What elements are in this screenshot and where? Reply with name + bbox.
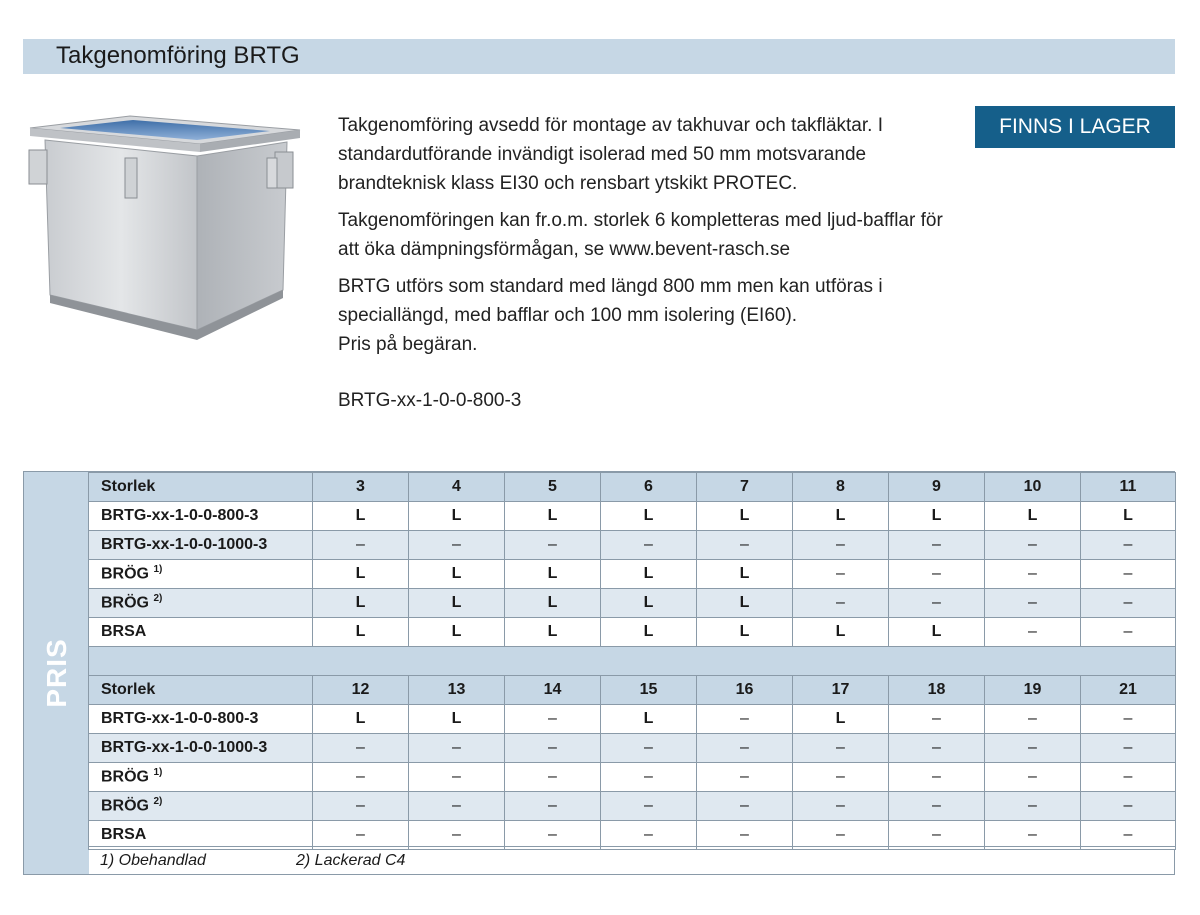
availability-cell: – bbox=[889, 560, 985, 589]
product-row-label bbox=[89, 502, 313, 531]
availability-cell: L bbox=[697, 502, 793, 531]
availability-cell: – bbox=[313, 763, 409, 792]
availability-cell: L bbox=[697, 560, 793, 589]
availability-cell: L bbox=[409, 705, 505, 734]
table-header-row bbox=[89, 473, 1176, 502]
availability-cell: – bbox=[889, 705, 985, 734]
product-row-label bbox=[89, 589, 313, 618]
product-row-label bbox=[89, 560, 313, 589]
size-header-label: Storlek bbox=[89, 473, 313, 502]
availability-cell: – bbox=[505, 821, 601, 850]
table-row bbox=[89, 734, 1176, 763]
availability-cell: – bbox=[601, 734, 697, 763]
product-row-label-text: BRÖG bbox=[101, 797, 149, 815]
availability-cell: – bbox=[1081, 763, 1176, 792]
size-header-cell: 9 bbox=[889, 473, 985, 502]
availability-cell: L bbox=[1081, 502, 1176, 531]
availability-cell: – bbox=[985, 560, 1081, 589]
availability-cell: – bbox=[1081, 734, 1176, 763]
availability-cell: – bbox=[1081, 618, 1176, 647]
product-row-label-text: BRTG-xx-1-0-0-1000-3 bbox=[101, 536, 268, 553]
product-row-label-text: BRÖG bbox=[101, 565, 149, 583]
availability-cell: L bbox=[601, 589, 697, 618]
size-header-cell: 13 bbox=[409, 676, 505, 705]
availability-cell: L bbox=[313, 705, 409, 734]
availability-cell: – bbox=[697, 734, 793, 763]
availability-cell: – bbox=[1081, 531, 1176, 560]
table-row bbox=[89, 792, 1176, 821]
availability-cell: – bbox=[793, 734, 889, 763]
availability-cell: – bbox=[409, 821, 505, 850]
product-row-label-text: BRÖG bbox=[101, 768, 149, 786]
size-header-cell: 14 bbox=[505, 676, 601, 705]
product-row-label-text: BRTG-xx-1-0-0-800-3 bbox=[101, 710, 259, 727]
availability-cell: – bbox=[601, 821, 697, 850]
availability-cell: – bbox=[409, 734, 505, 763]
table-row bbox=[89, 705, 1176, 734]
availability-cell: L bbox=[889, 618, 985, 647]
availability-cell: – bbox=[793, 589, 889, 618]
availability-cell: – bbox=[889, 734, 985, 763]
availability-cell: – bbox=[985, 821, 1081, 850]
table-row bbox=[89, 560, 1176, 589]
page-title: Takgenomföring BRTG bbox=[56, 42, 300, 69]
availability-cell: L bbox=[313, 589, 409, 618]
footnote-marker: 2) bbox=[153, 796, 163, 808]
footnote-1: 1) Obehandlad bbox=[100, 852, 206, 869]
price-table-block bbox=[23, 471, 1175, 875]
availability-cell: L bbox=[793, 705, 889, 734]
footnotes bbox=[88, 846, 1175, 875]
availability-cell: L bbox=[409, 618, 505, 647]
footnote-marker: 1) bbox=[153, 564, 163, 576]
availability-cell: L bbox=[697, 589, 793, 618]
availability-cell: – bbox=[313, 821, 409, 850]
product-row-label bbox=[89, 734, 313, 763]
availability-cell: L bbox=[313, 502, 409, 531]
availability-cell: – bbox=[697, 531, 793, 560]
availability-cell: – bbox=[1081, 589, 1176, 618]
availability-cell: – bbox=[985, 705, 1081, 734]
product-image bbox=[25, 100, 305, 350]
availability-cell: – bbox=[793, 763, 889, 792]
availability-cell: – bbox=[313, 792, 409, 821]
availability-cell: L bbox=[505, 618, 601, 647]
product-row-label-text: BRSA bbox=[101, 826, 147, 843]
availability-cell: L bbox=[793, 618, 889, 647]
availability-cell: – bbox=[601, 763, 697, 792]
product-row-label bbox=[89, 763, 313, 792]
footnote-2: 2) Lackerad C4 bbox=[296, 852, 406, 869]
availability-cell: – bbox=[505, 531, 601, 560]
availability-cell: – bbox=[697, 763, 793, 792]
availability-cell: – bbox=[697, 792, 793, 821]
availability-cell: L bbox=[697, 618, 793, 647]
size-header-cell: 17 bbox=[793, 676, 889, 705]
product-row-label bbox=[89, 531, 313, 560]
availability-cell: – bbox=[889, 589, 985, 618]
price-table bbox=[88, 472, 1176, 850]
product-row-label bbox=[89, 792, 313, 821]
title-bar bbox=[23, 39, 1175, 74]
price-on-request: Pris på begäran. bbox=[338, 334, 478, 355]
table-header-row bbox=[89, 676, 1176, 705]
availability-cell: – bbox=[1081, 792, 1176, 821]
availability-cell: – bbox=[409, 763, 505, 792]
availability-cell: – bbox=[985, 618, 1081, 647]
availability-cell: L bbox=[601, 618, 697, 647]
size-header-cell: 12 bbox=[313, 676, 409, 705]
availability-cell: L bbox=[985, 502, 1081, 531]
availability-cell: – bbox=[1081, 705, 1176, 734]
availability-cell: – bbox=[1081, 560, 1176, 589]
availability-cell: – bbox=[793, 560, 889, 589]
size-header-cell: 6 bbox=[601, 473, 697, 502]
availability-cell: L bbox=[313, 560, 409, 589]
product-row-label-text: BRSA bbox=[101, 623, 147, 640]
availability-cell: – bbox=[985, 589, 1081, 618]
price-side-label bbox=[24, 472, 89, 874]
table-row bbox=[89, 618, 1176, 647]
table-row bbox=[89, 589, 1176, 618]
availability-cell: L bbox=[601, 705, 697, 734]
product-description bbox=[338, 111, 958, 423]
availability-cell: – bbox=[505, 763, 601, 792]
table-row bbox=[89, 763, 1176, 792]
availability-cell: – bbox=[505, 734, 601, 763]
availability-cell: – bbox=[505, 705, 601, 734]
price-side-label-text: PRIS bbox=[40, 638, 72, 708]
availability-cell: L bbox=[505, 589, 601, 618]
availability-cell: – bbox=[793, 792, 889, 821]
availability-cell: – bbox=[793, 821, 889, 850]
product-code: BRTG-xx-1-0-0-800-3 bbox=[338, 390, 522, 411]
availability-cell: – bbox=[889, 821, 985, 850]
availability-cell: – bbox=[985, 763, 1081, 792]
product-row-label bbox=[89, 618, 313, 647]
in-stock-badge: FINNS I LAGER bbox=[975, 106, 1175, 148]
availability-cell: – bbox=[313, 734, 409, 763]
size-header-cell: 3 bbox=[313, 473, 409, 502]
product-row-label bbox=[89, 705, 313, 734]
availability-cell: – bbox=[505, 792, 601, 821]
availability-cell: L bbox=[889, 502, 985, 531]
availability-cell: – bbox=[793, 531, 889, 560]
roof-curb-illustration bbox=[25, 100, 305, 350]
size-header-cell: 7 bbox=[697, 473, 793, 502]
availability-cell: – bbox=[697, 821, 793, 850]
availability-cell: L bbox=[793, 502, 889, 531]
availability-cell: – bbox=[985, 792, 1081, 821]
availability-cell: – bbox=[985, 734, 1081, 763]
availability-cell: – bbox=[313, 531, 409, 560]
product-row-label-text: BRTG-xx-1-0-0-800-3 bbox=[101, 507, 259, 524]
product-row-label-text: BRÖG bbox=[101, 594, 149, 612]
availability-cell: – bbox=[697, 705, 793, 734]
size-header-cell: 19 bbox=[985, 676, 1081, 705]
table-row bbox=[89, 502, 1176, 531]
size-header-cell: 21 bbox=[1081, 676, 1176, 705]
size-header-cell: 18 bbox=[889, 676, 985, 705]
size-header-cell: 4 bbox=[409, 473, 505, 502]
description-paragraph-3: BRTG utförs som standard med längd 800 mm men kan utföras i speciallängd, med bafflar och 100 mm isolering (EI60). bbox=[338, 276, 883, 326]
availability-cell: L bbox=[409, 560, 505, 589]
footnote-marker: 2) bbox=[153, 593, 163, 605]
availability-cell: – bbox=[601, 531, 697, 560]
availability-cell: L bbox=[505, 560, 601, 589]
availability-cell: – bbox=[985, 531, 1081, 560]
size-header-label: Storlek bbox=[89, 676, 313, 705]
availability-cell: – bbox=[889, 792, 985, 821]
product-row-label-text: BRTG-xx-1-0-0-1000-3 bbox=[101, 739, 268, 756]
table-spacer-row bbox=[89, 647, 1176, 676]
size-header-cell: 11 bbox=[1081, 473, 1176, 502]
size-header-cell: 8 bbox=[793, 473, 889, 502]
size-header-cell: 15 bbox=[601, 676, 697, 705]
availability-cell: L bbox=[313, 618, 409, 647]
description-paragraph-1: Takgenomföring avsedd för montage av takhuvar och takfläktar. I standardutförande invändigt isolerad med 50 mm motsvarande brandteknisk klass EI30 och rensbart ytskikt PROTEC. bbox=[338, 115, 883, 194]
availability-cell: – bbox=[889, 531, 985, 560]
size-header-cell: 10 bbox=[985, 473, 1081, 502]
availability-cell: – bbox=[409, 531, 505, 560]
size-header-cell: 16 bbox=[697, 676, 793, 705]
availability-cell: L bbox=[601, 502, 697, 531]
description-paragraph-2: Takgenomföringen kan fr.o.m. storlek 6 kompletteras med ljud-bafflar för att öka dämpningsförmågan, se www.bevent-rasch.se bbox=[338, 210, 943, 260]
availability-cell: – bbox=[1081, 821, 1176, 850]
availability-cell: – bbox=[409, 792, 505, 821]
table-row bbox=[89, 531, 1176, 560]
availability-cell: L bbox=[601, 560, 697, 589]
footnote-marker: 1) bbox=[153, 767, 163, 779]
availability-cell: L bbox=[409, 589, 505, 618]
availability-cell: L bbox=[409, 502, 505, 531]
availability-cell: – bbox=[601, 792, 697, 821]
size-header-cell: 5 bbox=[505, 473, 601, 502]
availability-cell: L bbox=[505, 502, 601, 531]
availability-cell: – bbox=[889, 763, 985, 792]
